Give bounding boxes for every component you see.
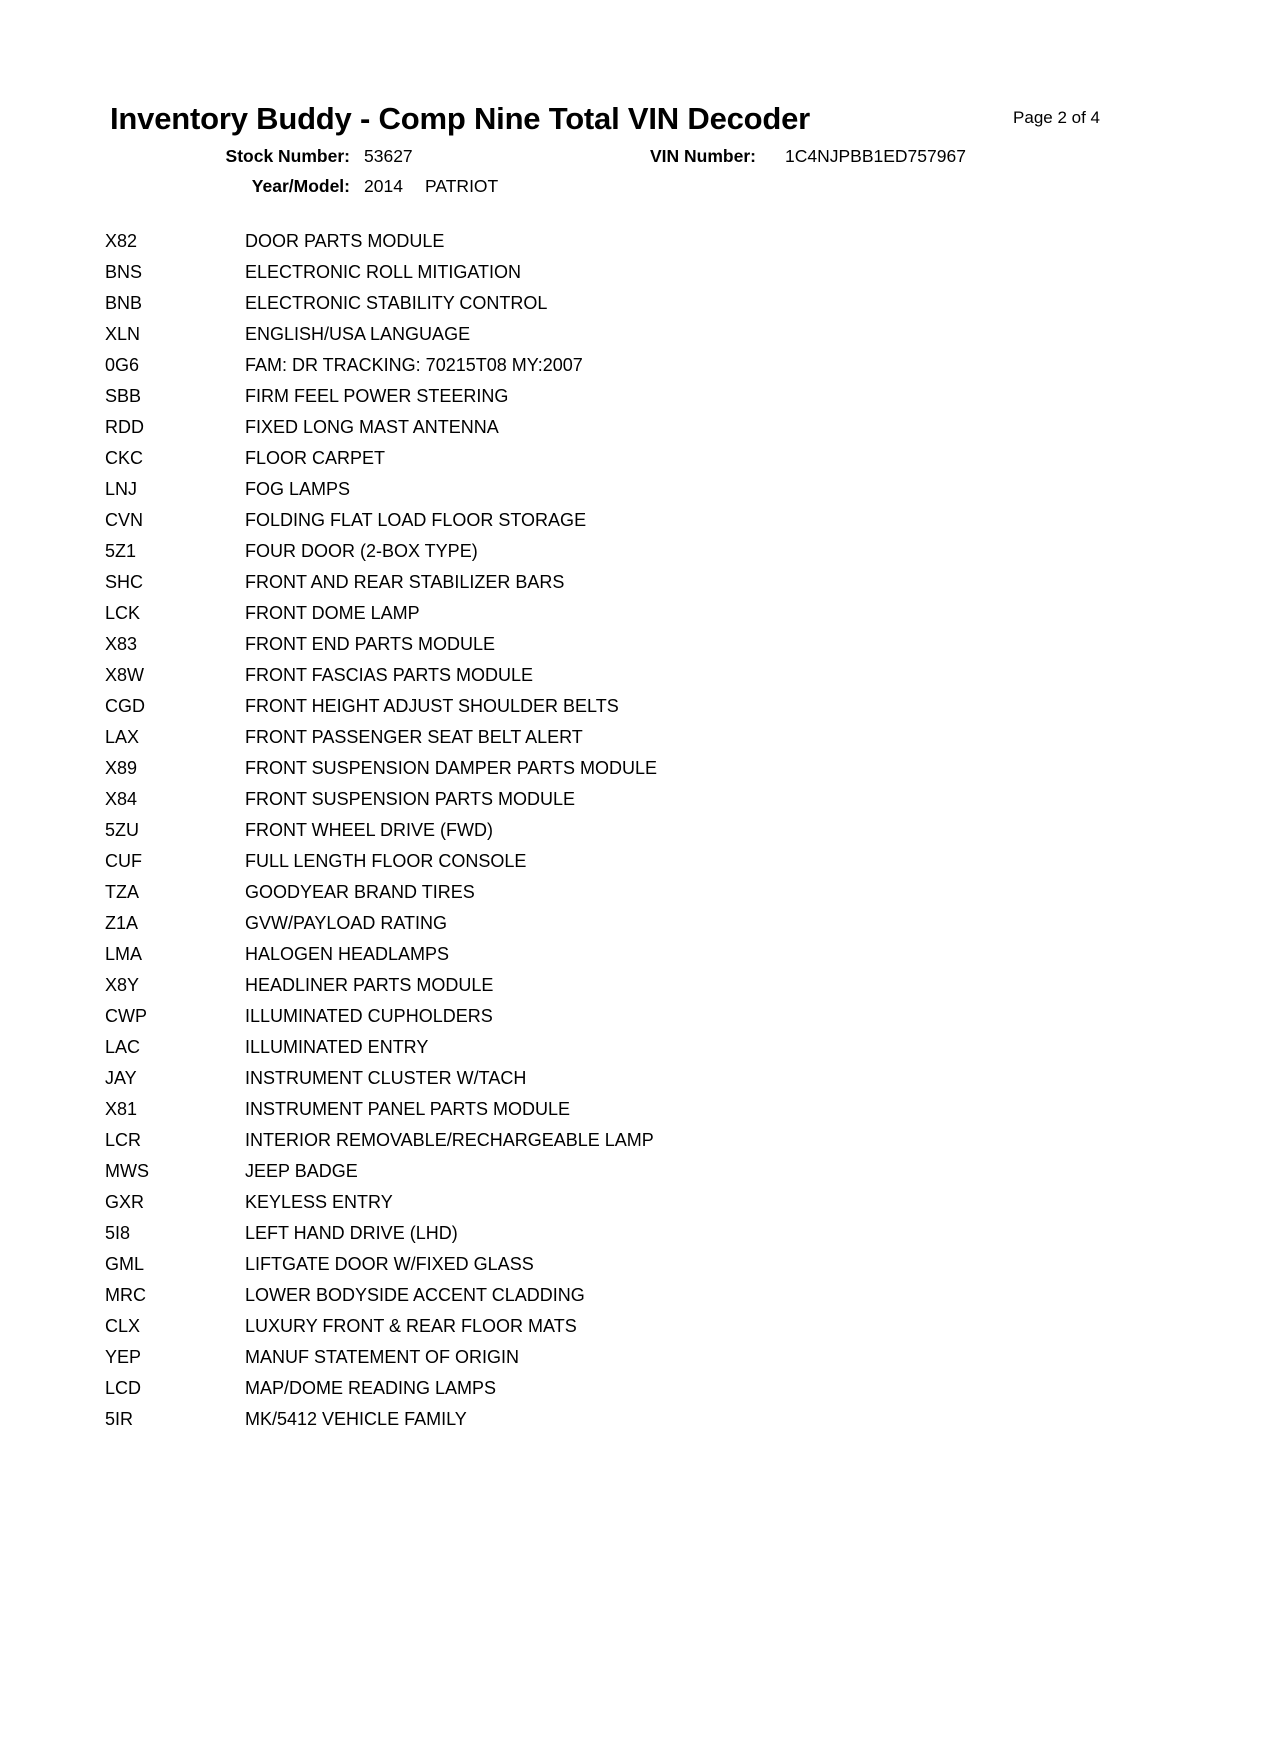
option-code: LCD (105, 1378, 142, 1399)
option-description: FRONT SUSPENSION PARTS MODULE (245, 789, 576, 810)
option-row (105, 629, 1280, 660)
meta-row-stock-vin (150, 146, 1220, 176)
option-row (105, 381, 1280, 412)
year-value: 2014 (364, 176, 403, 197)
option-row (105, 257, 1280, 288)
option-description: FRONT PASSENGER SEAT BELT ALERT (245, 727, 583, 748)
option-description: ILLUMINATED ENTRY (245, 1037, 429, 1058)
option-code: SBB (105, 386, 142, 407)
option-description: FRONT FASCIAS PARTS MODULE (245, 665, 534, 686)
option-description: GOODYEAR BRAND TIRES (245, 882, 475, 903)
option-row (105, 1125, 1280, 1156)
meta-row-year-model (150, 176, 1220, 206)
option-code: XLN (105, 324, 141, 345)
option-code: CLX (105, 1316, 141, 1337)
option-code: X84 (105, 789, 138, 810)
option-description: FULL LENGTH FLOOR CONSOLE (245, 851, 527, 872)
option-description: FOLDING FLAT LOAD FLOOR STORAGE (245, 510, 587, 531)
option-code: X81 (105, 1099, 138, 1120)
vin-number-label: VIN Number: (650, 146, 756, 167)
option-code: RDD (105, 417, 144, 438)
option-code: BNB (105, 293, 143, 314)
option-code: CVN (105, 510, 144, 531)
option-code: BNS (105, 262, 143, 283)
option-description: MAP/DOME READING LAMPS (245, 1378, 497, 1399)
option-description: DOOR PARTS MODULE (245, 231, 445, 252)
option-row (105, 815, 1280, 846)
option-code: 5ZU (105, 820, 140, 841)
option-description: ILLUMINATED CUPHOLDERS (245, 1006, 493, 1027)
option-description: INTERIOR REMOVABLE/RECHARGEABLE LAMP (245, 1130, 654, 1151)
option-row (105, 474, 1280, 505)
option-code: SHC (105, 572, 144, 593)
option-row (105, 1094, 1280, 1125)
option-row (105, 598, 1280, 629)
option-code: X8Y (105, 975, 140, 996)
document-header (0, 102, 1280, 206)
option-description: FAM: DR TRACKING: 70215T08 MY:2007 (245, 355, 583, 376)
document-page (0, 102, 1280, 1758)
option-row (105, 970, 1280, 1001)
option-row (105, 536, 1280, 567)
option-row (105, 412, 1280, 443)
option-code: MWS (105, 1161, 149, 1182)
option-code: YEP (105, 1347, 142, 1368)
option-row (105, 443, 1280, 474)
option-description: INSTRUMENT CLUSTER W/TACH (245, 1068, 527, 1089)
page-title: Inventory Buddy - Comp Nine Total VIN Decoder (110, 101, 811, 136)
option-row (105, 505, 1280, 536)
option-row (105, 1280, 1280, 1311)
option-code: GXR (105, 1192, 145, 1213)
stock-number-value: 53627 (364, 146, 413, 167)
option-description: LUXURY FRONT & REAR FLOOR MATS (245, 1316, 577, 1337)
option-code: 0G6 (105, 355, 140, 376)
option-description: FRONT SUSPENSION DAMPER PARTS MODULE (245, 758, 658, 779)
option-description: FIXED LONG MAST ANTENNA (245, 417, 499, 438)
option-description: MK/5412 VEHICLE FAMILY (245, 1409, 467, 1430)
option-row (105, 722, 1280, 753)
vin-number-value: 1C4NJPBB1ED757967 (785, 146, 966, 167)
option-row (105, 567, 1280, 598)
option-code: TZA (105, 882, 139, 903)
option-description: HALOGEN HEADLAMPS (245, 944, 450, 965)
option-code: LCK (105, 603, 141, 624)
option-row (105, 784, 1280, 815)
option-description: ENGLISH/USA LANGUAGE (245, 324, 471, 345)
option-description: FLOOR CARPET (245, 448, 386, 469)
option-row (105, 1249, 1280, 1280)
option-code: X8W (105, 665, 145, 686)
option-row (105, 660, 1280, 691)
option-code: 5I8 (105, 1223, 131, 1244)
option-row (105, 1342, 1280, 1373)
option-description: KEYLESS ENTRY (245, 1192, 393, 1213)
option-row (105, 1063, 1280, 1094)
option-code: GML (105, 1254, 145, 1275)
model-value: PATRIOT (425, 176, 499, 197)
option-description: FIRM FEEL POWER STEERING (245, 386, 509, 407)
option-row (105, 1404, 1280, 1435)
option-row (105, 1187, 1280, 1218)
option-code: JAY (105, 1068, 137, 1089)
option-row (105, 846, 1280, 877)
option-description: GVW/PAYLOAD RATING (245, 913, 448, 934)
option-row (105, 939, 1280, 970)
option-description: FRONT WHEEL DRIVE (FWD) (245, 820, 493, 841)
option-description: JEEP BADGE (245, 1161, 358, 1182)
vehicle-meta (110, 146, 1220, 206)
stock-number-label: Stock Number: (225, 146, 350, 167)
option-code: X83 (105, 634, 138, 655)
option-code: Z1A (105, 913, 139, 934)
option-description: FOUR DOOR (2-BOX TYPE) (245, 541, 478, 562)
option-row (105, 226, 1280, 257)
option-row (105, 877, 1280, 908)
option-row (105, 1311, 1280, 1342)
option-code: X82 (105, 231, 138, 252)
option-code: 5Z1 (105, 541, 137, 562)
option-row (105, 753, 1280, 784)
option-row (105, 1156, 1280, 1187)
option-row (105, 319, 1280, 350)
option-row (105, 908, 1280, 939)
option-description: HEADLINER PARTS MODULE (245, 975, 494, 996)
option-description: LIFTGATE DOOR W/FIXED GLASS (245, 1254, 534, 1275)
option-code: MRC (105, 1285, 146, 1306)
option-code: LCR (105, 1130, 142, 1151)
option-description: FRONT AND REAR STABILIZER BARS (245, 572, 565, 593)
option-description: FRONT END PARTS MODULE (245, 634, 496, 655)
option-row (105, 288, 1280, 319)
year-model-label: Year/Model: (251, 176, 350, 197)
page-number: Page 2 of 4 (1013, 108, 1100, 127)
option-row (105, 691, 1280, 722)
option-row (105, 1032, 1280, 1063)
option-code: CGD (105, 696, 145, 717)
option-description: FOG LAMPS (245, 479, 351, 500)
option-description: FRONT DOME LAMP (245, 603, 420, 624)
option-description: INSTRUMENT PANEL PARTS MODULE (245, 1099, 571, 1120)
option-row (105, 350, 1280, 381)
option-code: CWP (105, 1006, 147, 1027)
option-description: MANUF STATEMENT OF ORIGIN (245, 1347, 519, 1368)
option-description: ELECTRONIC STABILITY CONTROL (245, 293, 548, 314)
option-row (105, 1373, 1280, 1404)
option-description: LOWER BODYSIDE ACCENT CLADDING (245, 1285, 585, 1306)
option-code: CUF (105, 851, 142, 872)
option-row (105, 1218, 1280, 1249)
option-description: ELECTRONIC ROLL MITIGATION (245, 262, 522, 283)
option-row (105, 1001, 1280, 1032)
option-description: LEFT HAND DRIVE (LHD) (245, 1223, 458, 1244)
option-code: LAC (105, 1037, 141, 1058)
option-code: LAX (105, 727, 140, 748)
option-code: LNJ (105, 479, 138, 500)
option-code: 5IR (105, 1409, 134, 1430)
option-code-list (0, 226, 1280, 1435)
option-description: FRONT HEIGHT ADJUST SHOULDER BELTS (245, 696, 619, 717)
option-code: LMA (105, 944, 143, 965)
option-code: X89 (105, 758, 138, 779)
option-code: CKC (105, 448, 144, 469)
